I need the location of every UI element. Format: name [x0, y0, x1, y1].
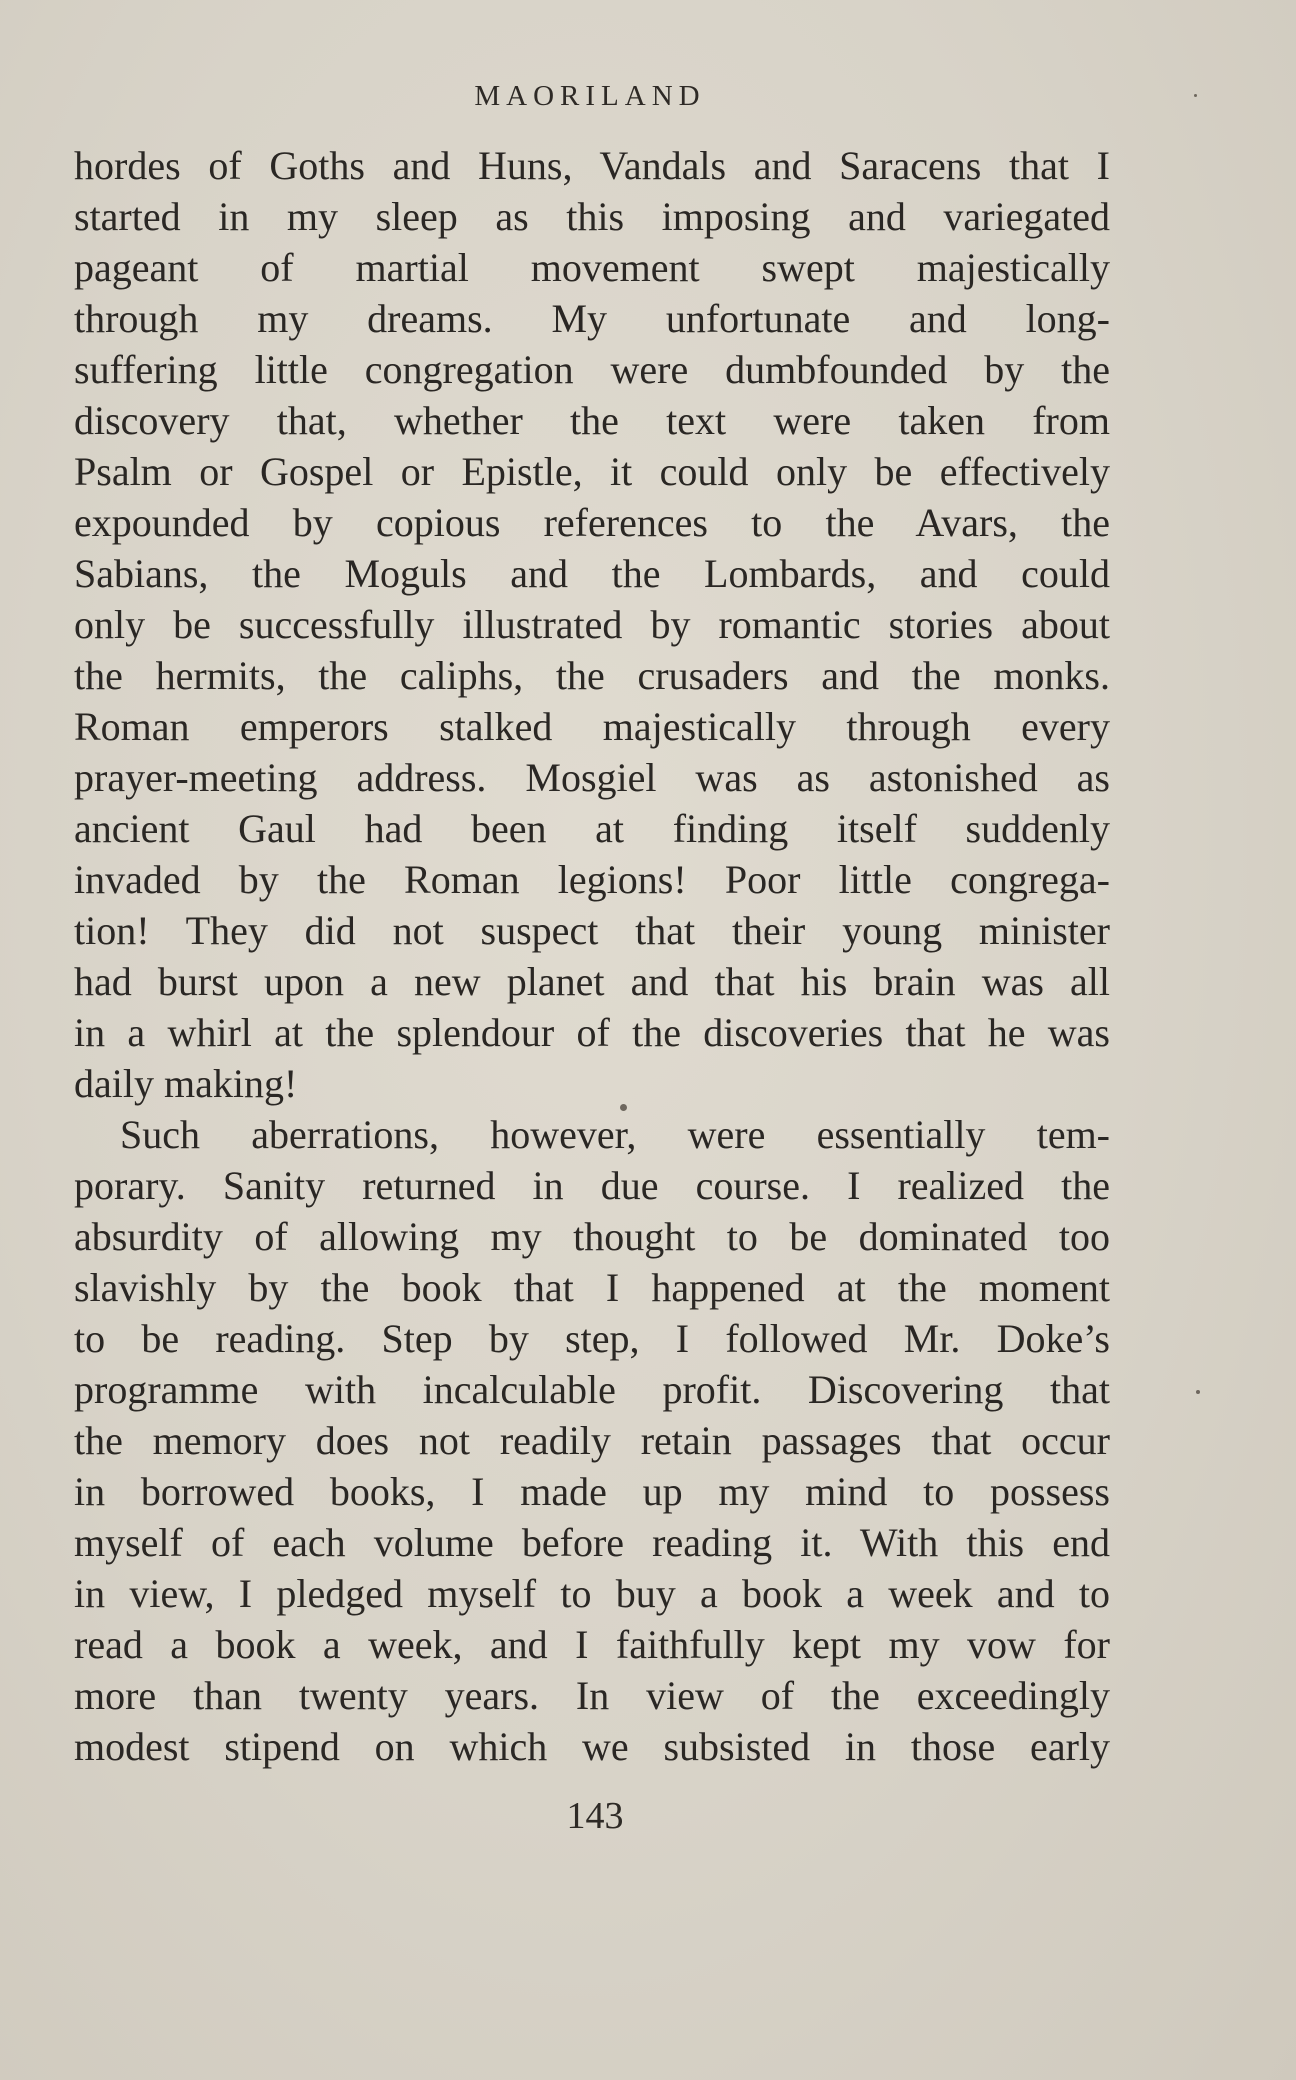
text-line: suffering little congregation were dumbfounded by the — [74, 347, 1110, 392]
text-line: invaded by the Roman legions! Poor little congrega- — [74, 857, 1110, 902]
page-number: 143 — [566, 1795, 624, 1837]
text-line: expounded by copious references to the Avars, the — [74, 500, 1110, 545]
text-line: daily making! — [74, 1061, 298, 1106]
text-line: Psalm or Gospel or Epistle, it could only be effectively — [74, 449, 1110, 494]
text-line: modest stipend on which we subsisted in those early — [74, 1724, 1110, 1769]
text-line: Roman emperors stalked majestically through every — [74, 704, 1110, 749]
text-line: to be reading. Step by step, I followed Mr. Doke’s — [74, 1316, 1110, 1361]
text-line: discovery that, whether the text were taken from — [74, 398, 1110, 443]
text-line: myself of each volume before reading it. With this end — [74, 1520, 1110, 1565]
text-line: the hermits, the caliphs, the crusaders and the monks. — [74, 653, 1110, 698]
paper-speck — [1194, 94, 1197, 97]
text-line: in view, I pledged myself to buy a book a week and to — [74, 1571, 1110, 1616]
text-line: started in my sleep as this imposing and variegated — [74, 194, 1110, 239]
paragraph-1 — [74, 140, 1110, 1109]
paragraph-2 — [74, 1109, 1110, 1772]
text-line: prayer-meeting address. Mosgiel was as astonished as — [74, 755, 1110, 800]
paper-speck — [620, 1104, 627, 1111]
text-line: programme with incalculable profit. Discovering that — [74, 1367, 1110, 1412]
text-line: only be successfully illustrated by romantic stories about — [74, 602, 1110, 647]
text-line: tion! They did not suspect that their young minister — [74, 908, 1110, 953]
paper-speck — [1196, 1390, 1200, 1394]
text-line: the memory does not readily retain passages that occur — [74, 1418, 1110, 1463]
text-line: absurdity of allowing my thought to be dominated too — [74, 1214, 1110, 1259]
text-line: slavishly by the book that I happened at the moment — [74, 1265, 1110, 1310]
text-line: ancient Gaul had been at finding itself suddenly — [74, 806, 1110, 851]
text-line: pageant of martial movement swept majestically — [74, 245, 1110, 290]
text-line: Sabians, the Moguls and the Lombards, and could — [74, 551, 1110, 596]
text-line: in borrowed books, I made up my mind to possess — [74, 1469, 1110, 1514]
body-text — [74, 140, 1110, 1772]
text-line: read a book a week, and I faithfully kept my vow for — [74, 1622, 1110, 1667]
text-line: porary. Sanity returned in due course. I realized the — [74, 1163, 1110, 1208]
running-head: MAORILAND — [474, 80, 706, 112]
text-line: Such aberrations, however, were essentially tem- — [120, 1112, 1110, 1157]
text-line: hordes of Goths and Huns, Vandals and Saracens that I — [74, 143, 1110, 188]
text-line: had burst upon a new planet and that his brain was all — [74, 959, 1110, 1004]
text-line: in a whirl at the splendour of the discoveries that he was — [74, 1010, 1110, 1055]
text-line: more than twenty years. In view of the exceedingly — [74, 1673, 1110, 1718]
text-line: through my dreams. My unfortunate and long- — [74, 296, 1110, 341]
